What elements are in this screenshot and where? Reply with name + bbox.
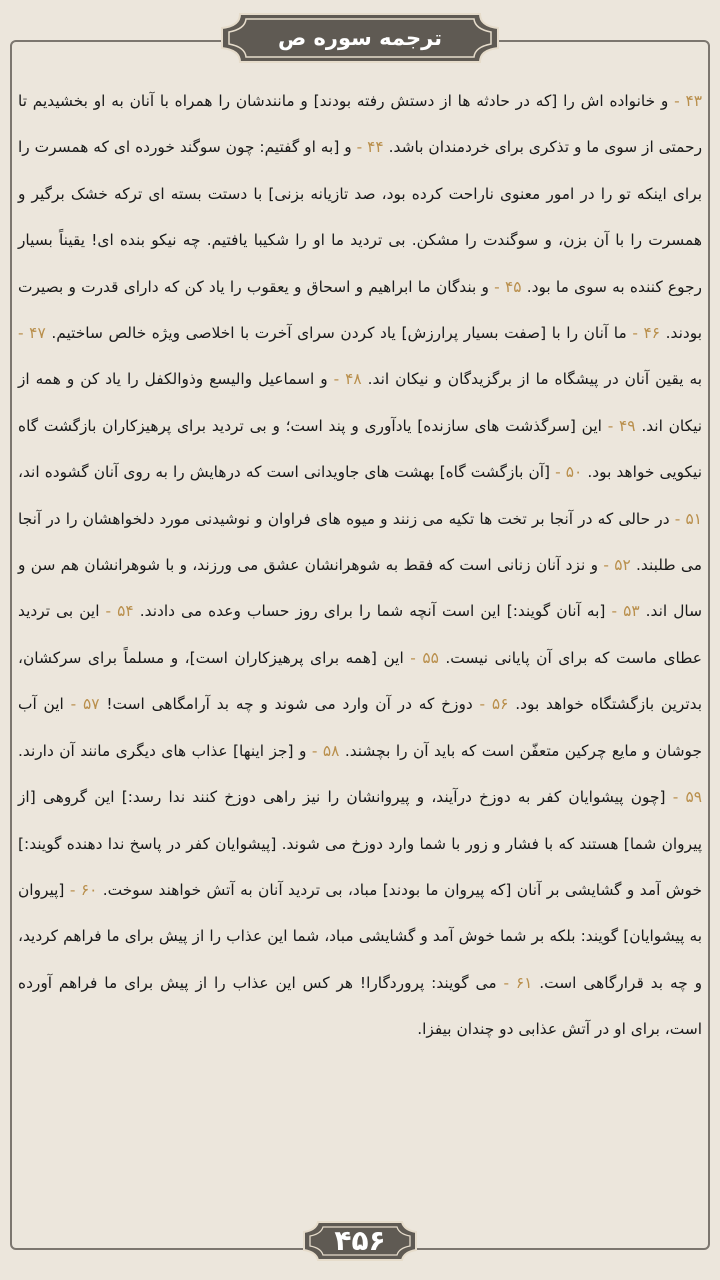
verse-text: و نزد آنان زنانی است که فقط به شوهرانشان عشق می ورزند، و با شوهرانشان هم سن و سال اند. xyxy=(18,556,703,621)
verse-number: ۶۱ - xyxy=(496,973,533,992)
verse-number: ۴۵ - xyxy=(488,277,522,296)
verse-number: ۵۴ - xyxy=(99,602,134,621)
verse-text: و [جز اینها] عذاب های دیگری مانند آن دارند. xyxy=(18,741,307,760)
verse-text: [پیروان به پیشوایان] گویند: بلکه بر شما خوش آمد و گشایشی مباد، شما این عذاب را از پیش برای ما فراهم کردید، و چه بد قرارگاهی است. xyxy=(18,880,703,992)
verse-text: دوزخ که در آن وارد می شوند و چه بد آرامگاهی است! xyxy=(99,695,473,714)
verse-number: ۵۷ - xyxy=(63,695,100,714)
verse-text: و [به او گفتیم: چون سوگند خورده ای که همسرت را برای اینکه تو را در امور معنوی ناراحت کرده بود، صد تازیانه بزنی] با دستت بسته ای ترکه خشک برگیر و همسرت را با آن بزن، و سوگندت را مشکن. بی تردید ما او را شکیبا یافتیم. چه نیکو بنده ای! یقیناً بسیار رجوع کننده به سوی ما بود. xyxy=(18,138,702,296)
verse-number: ۴۶ - xyxy=(626,324,661,343)
verse-number: ۵۵ - xyxy=(403,648,439,667)
title-banner xyxy=(218,10,502,66)
verse-number: ۴۳ - xyxy=(668,92,702,110)
verse-number: ۵۹ - xyxy=(665,788,703,807)
verse-number: ۴۴ - xyxy=(351,138,384,157)
verse-text: و اسماعیل والیسع وذوالکفل را یاد کن و همه از نیکان اند. xyxy=(18,370,703,435)
verse-number: ۵۱ - xyxy=(669,509,702,528)
verse-text: این آب جوشان و مایع چرکین متعفّن است که باید آن را بچشند. xyxy=(18,695,703,760)
verse-text: این [سرگذشت های سازنده] یادآوری و پند است؛ و بی تردید برای پرهیزکاران بازگشت گاه نیکویی خواهد بود. xyxy=(18,416,702,482)
verse-number: ۵۲ - xyxy=(598,556,631,575)
verse-number: ۵۶ - xyxy=(472,695,509,714)
verse-text: [چون پیشوایان کفر به دوزخ درآیند، و پیروانشان را نیز راهی دوزخ کنند ندا رسد:] این گروهی [از پیروان شما] هستند که با فشار و زور با شما وارد دوزخ می شوند. [پیشوایان کفر در پاسخ ندا دهنده گویند:] خوش آمد و گشایشی بر آنان [که پیروان ما بودند] مباد، بی تردید آنان به آتش خواهند سوخت. xyxy=(18,788,702,899)
page-number: ۴۵۶ xyxy=(334,1224,386,1257)
verse-number: ۵۳ - xyxy=(605,602,640,621)
verse-text: در حالی که در آنجا بر تخت ها تکیه می زنند و میوه های فراوان و نوشیدنی مورد دلخواهشان را در آنجا می طلبند. xyxy=(18,509,702,575)
verse-text: این بی تردید عطای ماست که برای آن پایانی نیست. xyxy=(18,602,702,667)
page-title: ترجمه سوره ص xyxy=(277,26,443,50)
page-number-badge xyxy=(300,1216,420,1266)
verse-text: و خانواده اش را [که در حادثه ها از دستش رفته بودند] و مانندشان را همراه با آنان به او بخشیدیم تا رحمتی از سوی ما و تذکری برای خردمندان باشد. xyxy=(18,92,703,157)
verse-text: و بندگان ما ابراهیم و اسحاق و یعقوب را یاد کن که دارای قدرت و بصیرت بودند. xyxy=(18,277,702,343)
verse-text: می گویند: پروردگارا! هر کس این عذاب را از پیش برای ما فراهم آورده است، برای او در آتش عذابی دو چندان بیفزا. xyxy=(18,973,702,1039)
verse-number: ۵۰ - xyxy=(550,463,583,482)
verse-number: ۴۷ - xyxy=(18,324,46,343)
verse-number: ۶۰ - xyxy=(64,880,98,899)
verse-text: این [همه برای پرهیزکاران است]، و مسلماً برای سرکشان، بدترین بازگشتگاه خواهد بود. xyxy=(18,648,703,714)
verse-text: [آن بازگشت گاه] بهشت های جاویدانی است که درهایش را به روی آنان گشوده اند، xyxy=(18,463,551,482)
verse-text: ما آنان را با [صفت بسیار پرارزش] یاد کردن سرای آخرت با اخلاصی ویژه خالص ساختیم. xyxy=(45,324,627,343)
verse-number: ۴۸ - xyxy=(327,370,362,389)
verse-text: به یقین آنان در پیشگاه ما از برگزیدگان و نیکان اند. xyxy=(361,370,702,389)
verse-number: ۴۹ - xyxy=(601,416,636,435)
verse-number: ۵۸ - xyxy=(306,741,340,760)
translation-text xyxy=(18,78,702,1053)
verse-text: [به آنان گویند:] این است آنچه شما را برای روز حساب وعده می دادند. xyxy=(133,602,606,621)
